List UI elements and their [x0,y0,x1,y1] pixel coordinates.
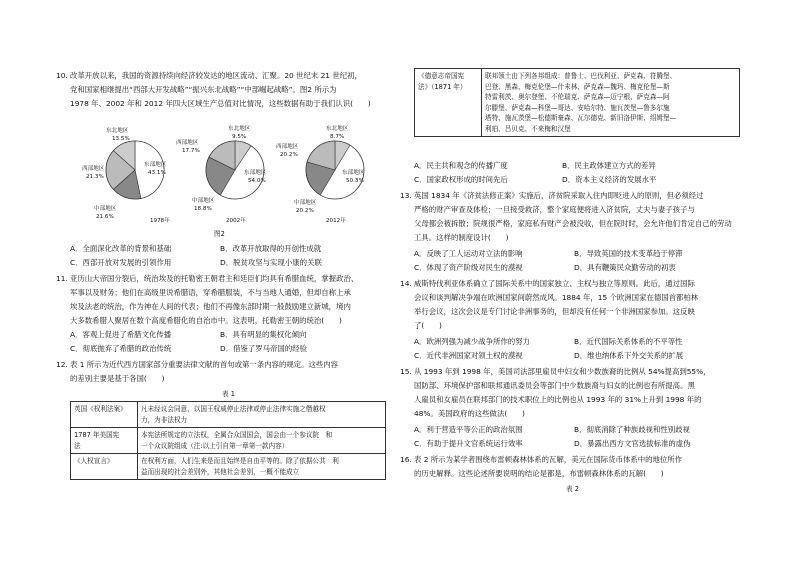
q13-text-line4: 工具。这样的制度设计( ) [414,233,509,242]
pie1-mid-label: 中部地区 [94,206,117,212]
q10-option-c[interactable]: C．西部开放对发展的引领作用 [70,258,172,267]
table-cell-line: 联邦领土由下列各邦组成：普鲁士、巴伐利亚、萨克森、符腾堡、 [485,72,677,80]
q13-number: 13. [400,191,412,200]
table-cell-line: 《德意志帝国宪 [418,72,465,80]
pie3-west-label: 西部地区 [276,144,299,150]
pie2-mid-value: 18.8% [194,206,212,212]
q16-number: 16. [400,455,412,464]
pie1-ne-label: 东北地区 [106,128,129,134]
figure-2-caption: 图2 [214,230,225,238]
q14-option-d[interactable]: D．维也纳体系下外交关系的扩展 [574,351,684,360]
table-cell-line: 塔特、施瓦茨堡—松德斯豪森、瓦尔德克、新旧洛伊斯、绍姆堡— [485,114,677,123]
q16-text-line1: 表 2 所示为某学者围绕布雷顿森林体系的瓦解，美元在国际货币体系中的地位所作 [414,455,683,464]
q11-number: 11. [56,274,68,283]
q16-text-line2: 的历史解释。这些论述所要说明的结论是都是，布雷顿森林体系的瓦解( ) [414,469,664,478]
q15-text-line3: 人雇员和女雇员在联邦部门的技术职位上的比例也从 1993 年的 31%上升到 1998 年的 [414,395,702,404]
pie2-east-label: 东部地区 [244,170,267,176]
pie3-year: 2012年 [326,218,346,224]
q14-text-line1: 威斯特伐利亚体系确立了国际关系中的国家独立、主权与独立等原则。此后，通过国际 [414,279,695,288]
q12-text-line2: 的差别主要是基于各国( ) [70,374,165,383]
q15-option-b[interactable]: B．彻底消除了种族歧视和性别歧视 [574,425,690,434]
q14-option-c[interactable]: C．近代非洲国家对领土权的漠视 [414,351,523,360]
pie1-east-value: 43.1% [148,170,166,176]
table-row [71,428,386,454]
pie1-year: 1978年 [150,218,170,224]
pie2-west-label: 西部地区 [176,140,199,146]
table-cell-text [138,454,386,480]
q15-option-d[interactable]: D．暴露出西方文官选拔标准的虚伪 [574,439,691,448]
q13-text-line3: 父母都会被拆散；院规很严格，家庭私有财产会被没收，但在院时时，会允许他们肯定自己的劳动 [414,219,732,228]
table-row [415,69,740,137]
pie1-ne-value: 13.5% [112,136,130,142]
table-cell-line: 益而出现的社会差别外，其他社会差别，一概不能成立 [141,467,300,476]
q11-option-c[interactable]: C．彻底抛弃了希腊的政治传统 [70,344,172,353]
table-cell-name: 英国《权利法案》 [71,402,138,428]
q11-option-d[interactable]: D．借鉴了罗马帝国的经验 [220,344,307,353]
q13-option-a[interactable]: A．反映了工人运动对立法的影响 [414,249,523,258]
q15-option-c[interactable]: C．有助于提升文官系统运行效率 [414,439,523,448]
table-cell-text [482,69,740,137]
q15-text-line2: 国防部、环境保护部和联邦通讯委员会等部门中少数族裔与妇女的比例也有所提高。黑 [414,381,695,390]
q14-text-line3: 举行会议，这次会议是专门讨论非洲事务的，但却没有任何一个非洲国家参加。这反映 [414,307,695,316]
table-cell-line: 1787 年美国宪 [74,431,120,440]
q15-option-a[interactable]: A．利于营造平等公正的政治氛围 [414,425,523,434]
q10-number: 10. [56,71,68,80]
table-cell-line: 巴登、黑森、梅克伦堡—什未林、萨克森—魏玛、梅克伦堡—斯 [485,82,670,91]
pie3-mid-label: 中部地区 [294,200,317,206]
table-cell-line: 一个众议院组成（注:以上引自第一章第一款内容） [141,441,289,450]
q13-option-c[interactable]: C．体现了资产阶级对民生的漠视 [414,263,523,272]
pie3-east-label: 东部地区 [342,170,365,176]
q13-option-d[interactable]: D．具有鞭策民众勤劳动的初衷 [574,263,676,272]
q10-option-b[interactable]: B．改革开放取得的开创性成就 [220,244,322,253]
q12-option-d[interactable]: D．资本主义经济的发展水平 [562,175,657,184]
q14-option-b[interactable]: B．近代国际关系体系的不平等性 [574,337,683,346]
q15-text-line1: 从 1993 年到 1998 年，美国司法部里雇员中妇女和少数族裔的比例从 54%提高到55%， [414,367,711,376]
table-cell-line: 特雷利茨、奥尔登堡、不伦瑞克、萨克森—迈宁根、萨克森—阿 [485,93,670,102]
q13-option-b[interactable]: B．导致英国的技术变革趋于停滞 [574,249,683,258]
table-cell-name: 《人权宣言》 [71,454,138,480]
q14-text-line2: 会议和谈判解决争端在欧洲国家间蔚然成风。1884 年，15 个欧洲国家在德国首都柏林 [414,293,699,302]
pie3-west-value: 20.2% [280,152,298,158]
table-cell-line: 凡未经议会同意，以国王权威停止法律或停止法律实施之僭越权 [141,405,326,413]
q14-option-a[interactable]: A．欧洲列强为减少战争所作的努力 [414,337,530,346]
pie1-mid-value: 21.6% [96,214,114,220]
pie2-east-value: 54.0% [248,178,266,184]
pie2-ne-label: 东北地区 [228,126,251,132]
table-cell-line: 力，为非法权力 [141,415,188,424]
table-cell-name [71,428,138,454]
q13-text-line2: 严格的财产审查及体检；一旦接受救济，整个家庭便将进入济贫院，丈夫与妻子孩子与 [414,205,695,214]
q14-number: 14. [400,279,412,288]
pie2-mid-label: 中部地区 [192,198,215,204]
table-2-caption: 表 2 [566,485,579,493]
q10-pie-charts [70,118,400,228]
table-cell-line: 尔滕堡、萨克森—科堡—哥达、安哈尔特、施瓦茨堡—鲁多尔施 [485,103,670,112]
table-1-caption: 表 1 [222,390,235,398]
q15-text-line4: 48%。美国政府的这些做法( ) [414,409,525,418]
q11-option-b[interactable]: B．具有明显的集权化倾向 [220,330,307,339]
q10-text-line2: 党和国家相继提出“西部大开发战略”“振兴东北战略”“中部崛起战略”。图2 所示为 [70,85,337,94]
pie1-east-label: 东部地区 [144,162,167,168]
q12-option-a[interactable]: A．民主共和观念的传播广度 [414,161,508,170]
table-row [71,454,386,480]
q12-number: 12. [56,360,68,369]
pie3-ne-label: 东北地区 [326,126,349,132]
q13-text-line1: 英国 1834 年《济贫法修正案》实施后，济贫院采取入住内即贬进入的原则，但必须经过 [414,191,704,200]
pie2-year: 2002年 [226,218,246,224]
table-cell-text [138,428,386,454]
q12-option-c[interactable]: C．国家政权形成的时间先后 [414,175,508,184]
table-cell-line: 法 [74,441,81,450]
q14-text-line4: 了( ) [414,321,442,330]
table-cell-line: 在权利方面，人们生来是而且始终是自由平等的。除了依据公共 利 [141,457,339,466]
table-1 [70,401,386,480]
q10-option-d[interactable]: D．脱贫攻坚与实现小康的关联 [220,258,322,267]
q12-text-line1: 表 1 所示为近代西方国家部分重要法律文献的首句或第一条内容的规定。这些内容 [70,360,339,369]
q11-text-line1: 亚历山大帝国分裂后，统治埃及的托勒密王朝君主和廷臣们均具有希腊血统，掌握政治、 [70,274,359,283]
table-cell-text [138,402,386,428]
q11-option-a[interactable]: A．客观上促进了希腊文化传播 [70,330,172,339]
pie3-mid-value: 20.2% [296,208,314,214]
pie3-ne-value: 8.7% [330,134,345,140]
q11-text-line3: 埃及法老的统治，作为神在人间的代表；他们不再像东部时期一般鼓励建立新城，境内 [70,302,351,311]
table-cell-line: 利珀、吕贝克、不来梅和汉堡 [485,124,571,133]
pie3-east-value: 50.3% [346,178,364,184]
q10-text-line1: 改革开放以来，我国的资源持续向经济较发达的地区流动、汇聚。20 世纪末 21 世纪初， [70,71,362,80]
table-cell-name [415,69,482,137]
table-cell-line: 法》（1871 年） [418,82,467,91]
pie2-ne-value: 9.5% [232,134,247,140]
q10-option-a[interactable]: A．全面深化改革的背景和基础 [70,244,172,253]
q12-option-b[interactable]: B．民主政体建立方式的差异 [562,161,656,170]
q11-text-line2: 军事以及财务；他们在高级里说希腊语，穿希腊服装，不与当地人通婚，但却自称上承 [70,288,351,297]
table-row [71,402,386,428]
pie2-west-value: 17.7% [182,148,200,154]
pie1-west-label: 西部地区 [82,166,105,172]
q11-text-line4: 大多数希腊人聚居在数个高度希腊化的自治市中。这表明，托勒密王朝的统治( ) [70,316,342,325]
q10-text-line3: 1978 年、2002 年和 2012 年四大区域生产总值对比情况，这些数据有助于我们认识( ) [70,99,371,108]
table-cell-line: 本宪法所规定的立法权，全属合众国国会，国会由一个参议院 和 [141,431,333,440]
pie1-west-value: 21.3% [86,174,104,180]
q15-number: 15. [400,367,412,376]
table-1-continued [414,68,740,137]
